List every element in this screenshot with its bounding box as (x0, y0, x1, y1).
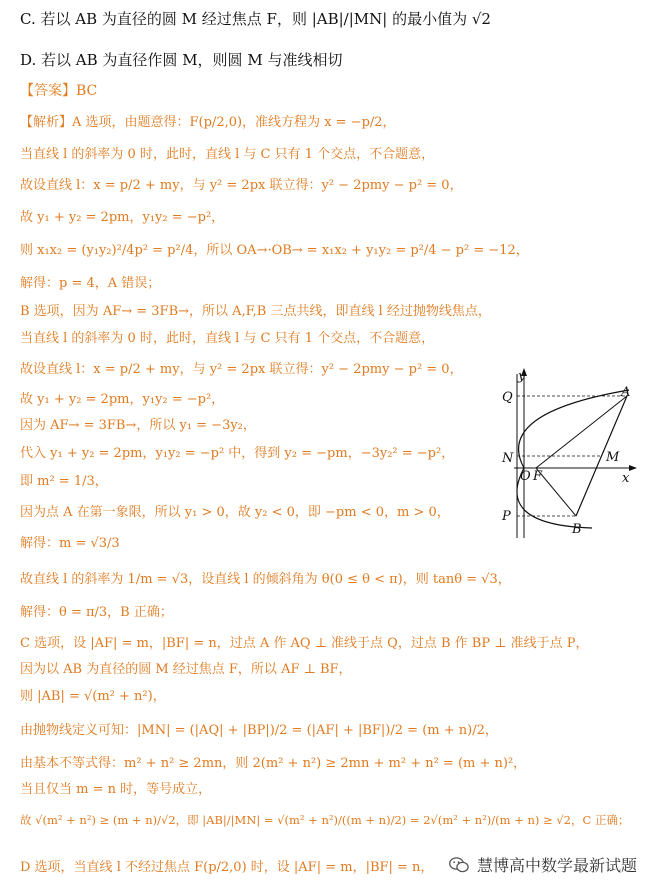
solution-line: 因为点 A 在第一象限，所以 y₁ > 0，故 y₂ < 0，即 −pm < 0，m > 0， (20, 505, 450, 520)
solution-line: 故设直线 l：x = p/2 + my，与 y² = 2px 联立得：y² − 2pmy − p² = 0， (20, 178, 463, 193)
solution-line: 解得：p = 4，A 错误； (20, 276, 161, 291)
label-P: P (502, 509, 511, 524)
solution-line: D 选项，当直线 l 不经过焦点 F(p/2,0) 时，设 |AF| = m，|BF| = n， (20, 860, 434, 875)
solution-line: 因为 AF→ = 3FB→，所以 y₁ = −3y₂， (20, 418, 256, 433)
solution-line: 【解析】A 选项，由题意得：F(p/2,0)，准线方程为 x = −p/2， (20, 115, 396, 130)
label-A: A (621, 385, 631, 400)
parabola-figure (494, 366, 639, 541)
solution-line: 故 y₁ + y₂ = 2pm，y₁y₂ = −p²， (20, 392, 225, 407)
watermark-text: 慧博高中数学最新试题 (477, 856, 638, 875)
label-N: N (502, 451, 514, 466)
answer-line: 【答案】BC (20, 83, 98, 99)
solution-line: 故 y₁ + y₂ = 2pm，y₁y₂ = −p²， (20, 210, 225, 225)
solution-line: 当且仅当 m = n 时，等号成立， (20, 782, 212, 797)
solution-line: 则 x₁x₂ = (y₁y₂)²/4p² = p²/4，所以 OA→·OB→ = x₁x₂ + y₁y₂ = p²/4 − p² = −12， (20, 243, 529, 258)
solution-line: 故直线 l 的斜率为 1/m = √3，设直线 l 的倾斜角为 θ(0 ≤ θ < π)，则 tanθ = √3， (20, 572, 511, 587)
label-Q: Q (502, 390, 513, 405)
label-x: x (622, 471, 630, 486)
solution-line: 故 √(m² + n²) ≥ (m + n)/√2，即 |AB|/|MN| = √(m² + n²)/((m + n)/2) = 2√(m² + n²)/(m + n) ≥ √2，C 正确； (20, 813, 630, 827)
solution-line: 故设直线 l：x = p/2 + my，与 y² = 2px 联立得：y² − 2pmy − p² = 0， (20, 362, 463, 377)
label-y: y (518, 369, 526, 384)
solution-line: 则 |AB| = √(m² + n²)， (20, 689, 166, 704)
label-M: M (606, 450, 620, 465)
solution-line: C 选项，设 |AF| = m，|BF| = n，过点 A 作 AQ ⊥ 准线于点 Q，过点 B 作 BP ⊥ 准线于点 P， (20, 636, 589, 651)
solution-line: 当直线 l 的斜率为 0 时，此时，直线 l 与 C 只有 1 个交点，不合题意， (20, 147, 435, 162)
solution-line: 即 m² = 1/3， (20, 474, 108, 489)
solution-line: 由抛物线定义可知：|MN| = (|AQ| + |BP|)/2 = (|AF| + |BF|)/2 = (m + n)/2， (20, 723, 498, 738)
label-O: O (520, 469, 531, 484)
solution-line: 当直线 l 的斜率为 0 时，此时，直线 l 与 C 只有 1 个交点，不合题意， (20, 331, 435, 346)
option-c: C. 若以 AB 为直径的圆 M 经过焦点 F，则 |AB|/|MN| 的最小值为 √2 (20, 10, 491, 28)
solution-line: 解得：θ = π/3，B 正确； (20, 605, 173, 620)
watermark (449, 853, 637, 876)
solution-line: 由基本不等式得：m² + n² ≥ 2mn，则 2(m² + n²) ≥ 2mn + m² + n² = (m + n)²， (20, 756, 527, 771)
solution-line: 代入 y₁ + y₂ = 2pm，y₁y₂ = −p² 中，得到 y₂ = −pm，−3y₂² = −p²， (20, 446, 455, 461)
option-d: D. 若以 AB 为直径作圆 M，则圆 M 与准线相切 (20, 51, 343, 69)
solution-line: 因为以 AB 为直径的圆 M 经过焦点 F，所以 AF ⊥ BF， (20, 662, 352, 677)
wechat-icon (449, 857, 469, 873)
solution-line: B 选项，因为 AF→ = 3FB→，所以 A,F,B 三点共线，即直线 l 经过抛物线焦点， (20, 304, 491, 319)
solution-line: 解得：m = √3/3 (20, 536, 120, 551)
label-B: B (572, 522, 582, 537)
label-F: F (533, 469, 543, 484)
